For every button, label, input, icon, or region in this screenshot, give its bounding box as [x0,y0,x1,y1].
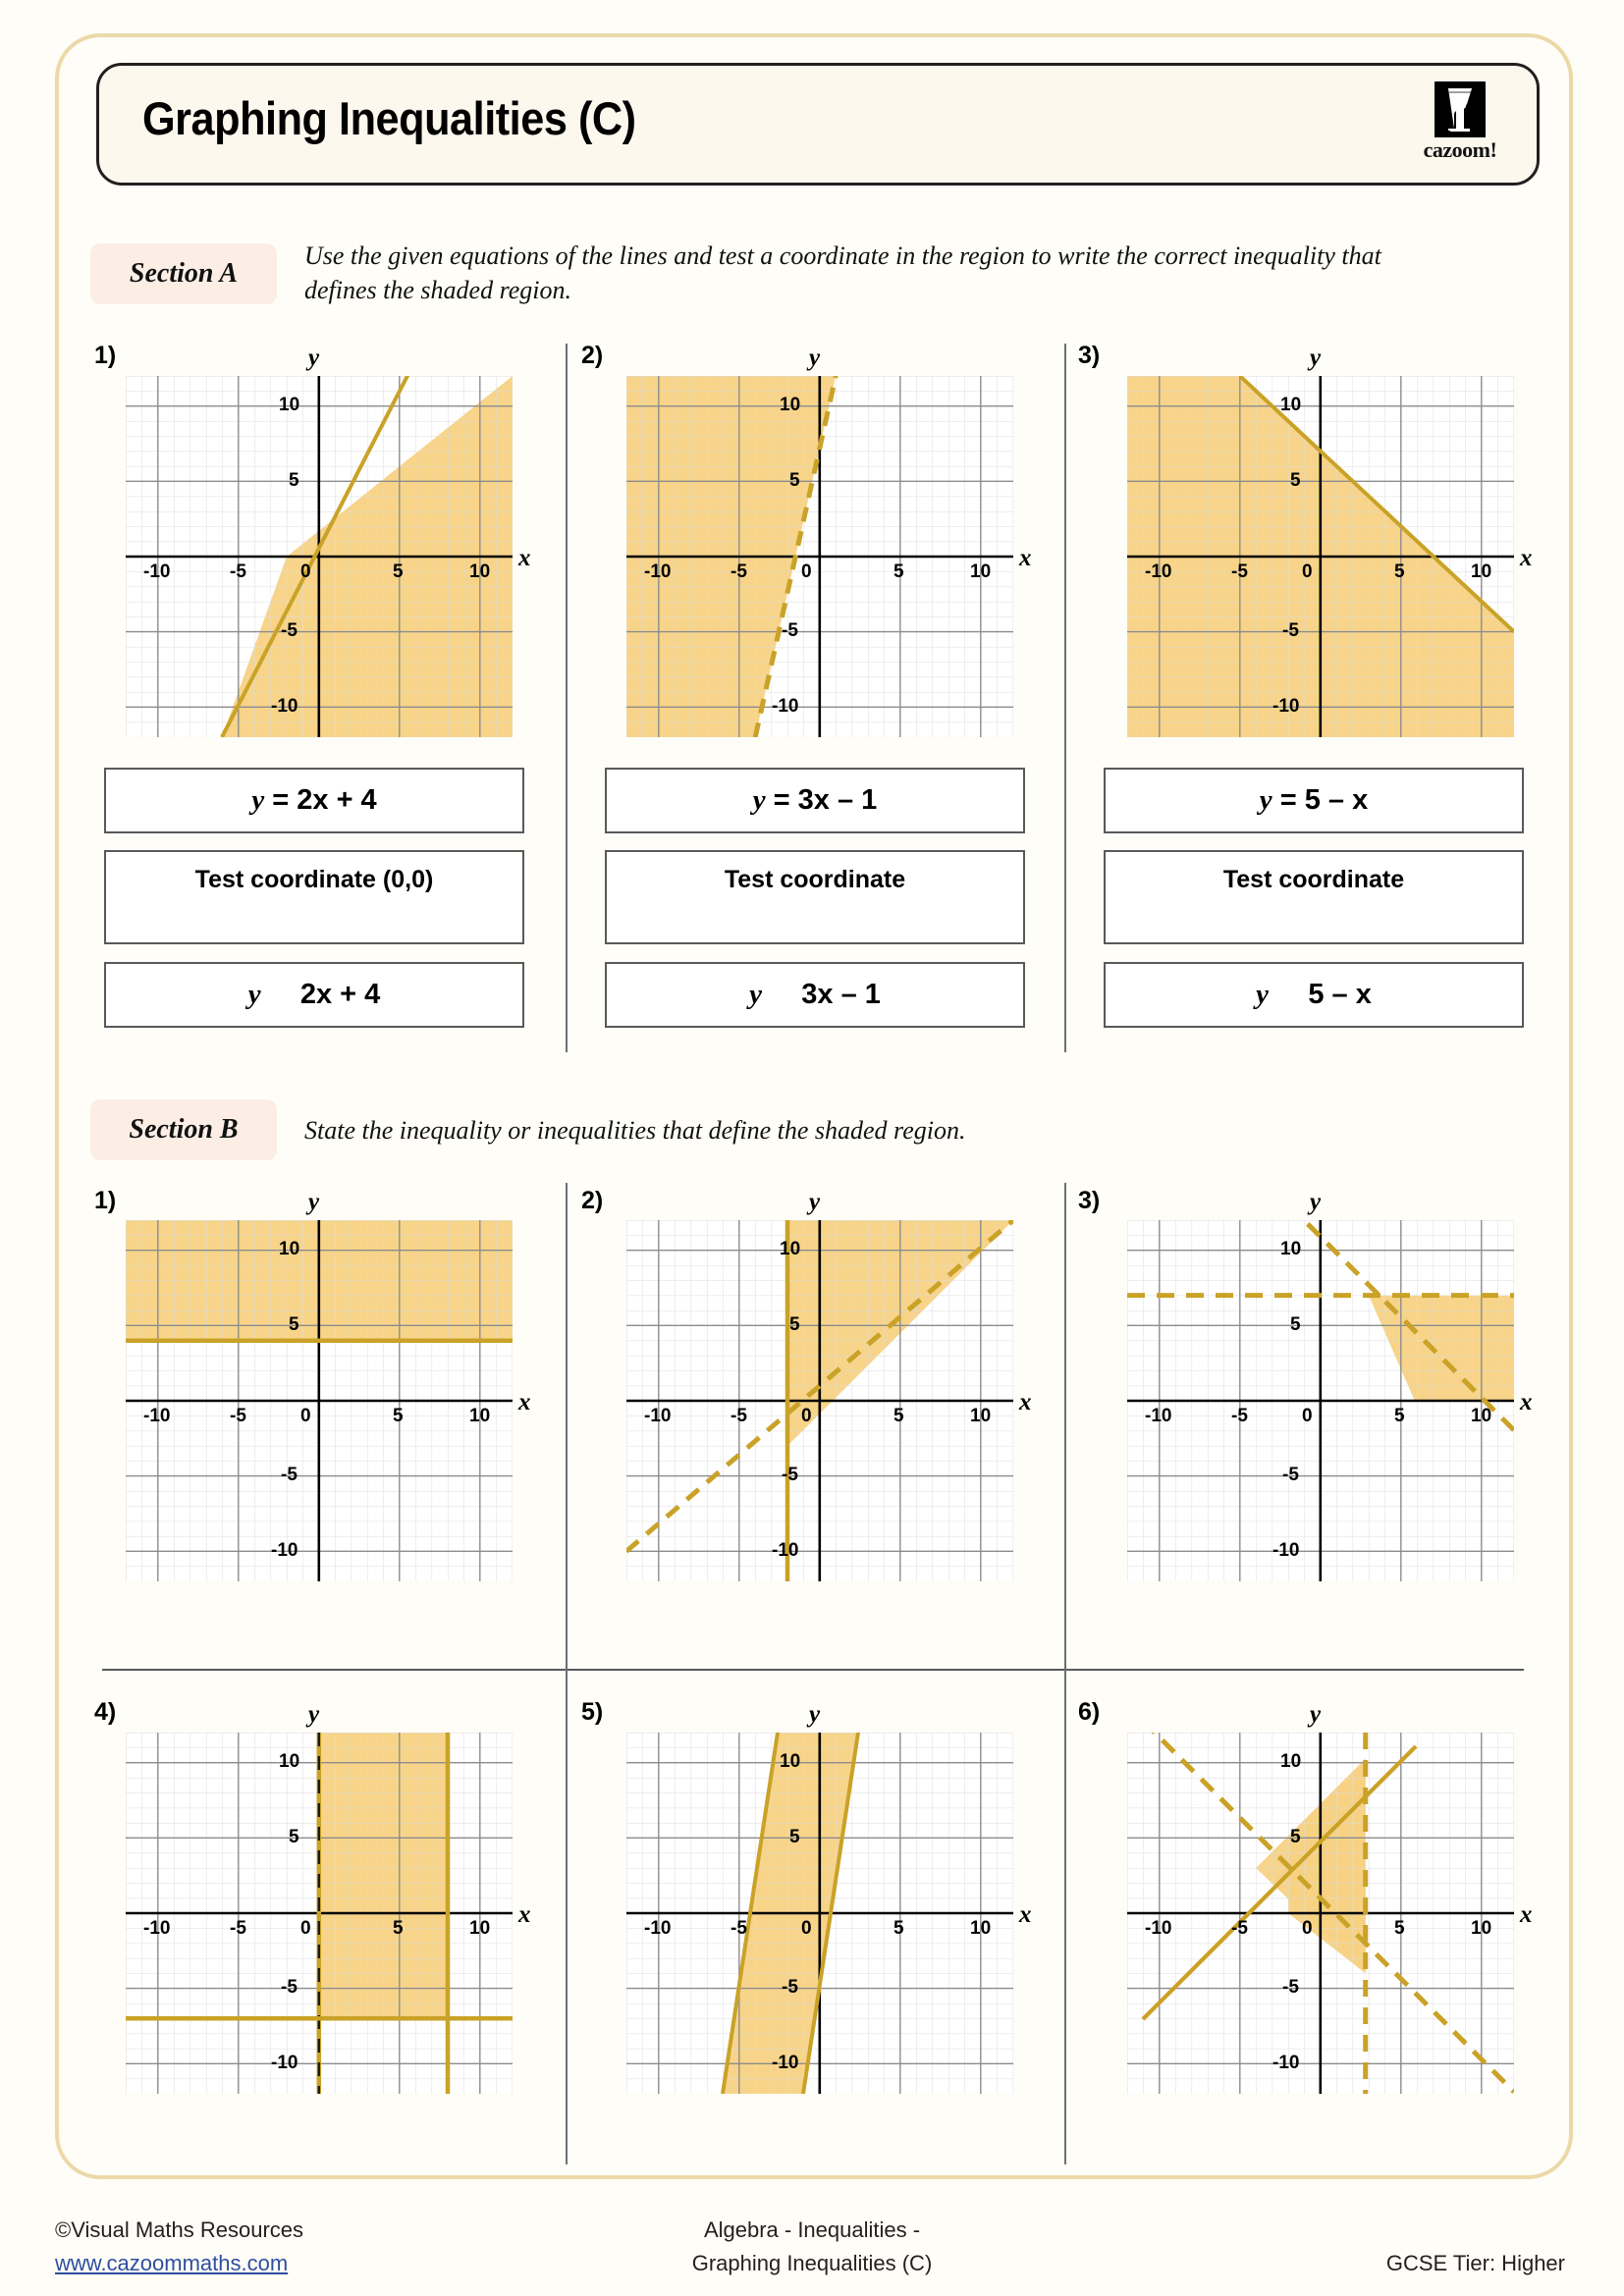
tick-x-10-b4: 10 [469,1918,491,1939]
question-number-b3: 3) [1078,1187,1101,1214]
x-axis-label-a3: x [1520,545,1533,571]
tick-y-neg10-b2: -10 [772,1540,799,1561]
tick-y-5-b2: 5 [789,1314,800,1335]
website-link[interactable]: www.cazoommaths.com [55,2251,289,2275]
tick-x-neg5-b6: -5 [1231,1918,1248,1939]
x-axis-label-b6: x [1520,1901,1533,1928]
tick-y-10-b2: 10 [780,1239,801,1259]
logo-wordmark: cazoom! [1423,137,1497,162]
question-number-b2: 2) [581,1187,604,1214]
y-axis-label-b6: y [1310,1701,1322,1728]
y-axis-label-a1: y [308,345,320,371]
tick-x-zero-a3: 0 [1302,561,1313,582]
section-b-badge [90,1099,277,1160]
tick-x-neg10-b6: -10 [1145,1918,1172,1939]
y-axis-label-b3: y [1310,1189,1322,1215]
tick-y-neg5-a3: -5 [1282,620,1299,641]
tick-x-10-b2: 10 [970,1406,992,1426]
y-axis-label-b1: y [308,1189,320,1215]
test-coordinate-box-a2[interactable] [605,850,1025,944]
tick-x-10-b5: 10 [970,1918,992,1939]
tick-x-neg10-b3: -10 [1145,1406,1172,1426]
graph-b3 [1127,1189,1533,1581]
equation-box-a2 [605,768,1025,833]
section-a-label: Section A [129,258,239,289]
tick-x-neg5-a3: -5 [1231,561,1248,582]
question-number-a1: 1) [94,342,117,369]
x-axis-label-b3: x [1520,1389,1533,1415]
test-coordinate-label-a1: Test coordinate (0,0) [194,866,434,893]
answer-a1: y 2x + 4 [247,979,381,1010]
tick-x-neg5-b3: -5 [1231,1406,1248,1426]
tick-y-10-b4: 10 [279,1751,300,1772]
tick-y-neg10-b6: -10 [1272,2053,1300,2073]
tick-x-zero-a2: 0 [801,561,812,582]
tick-y-5-a1: 5 [289,470,299,491]
tick-x-5-a3: 5 [1394,561,1405,582]
tick-y-5-b3: 5 [1290,1314,1301,1335]
column-divider-a-1 [566,344,568,1052]
tick-x-zero-b3: 0 [1302,1406,1313,1426]
tick-y-5-b5: 5 [789,1827,800,1847]
section-a-badge [90,243,277,304]
tick-y-5-b1: 5 [289,1314,299,1335]
tick-x-zero-b4: 0 [300,1918,311,1939]
tick-y-10-b5: 10 [780,1751,801,1772]
tick-x-5-b5: 5 [893,1918,904,1939]
tick-y-neg10-b3: -10 [1272,1540,1300,1561]
graph-a3 [1127,345,1533,737]
hourglass-icon [1445,86,1475,133]
tick-x-zero-b6: 0 [1302,1918,1313,1939]
tick-y-neg5-b5: -5 [782,1977,798,1998]
graph-b6 [1127,1701,1533,2094]
page-footer [0,2214,1624,2296]
equation-a3: y = 5 – x [1259,784,1369,816]
tick-x-neg10-a3: -10 [1145,561,1172,582]
tick-x-neg5-b1: -5 [230,1406,246,1426]
graph-a2 [626,345,1032,737]
tick-y-neg5-a2: -5 [782,620,798,641]
tick-x-10-a1: 10 [469,561,491,582]
section-b-label: Section B [129,1114,239,1145]
graph-b1 [126,1189,531,1581]
tick-y-neg10-a1: -10 [271,696,298,717]
cazoom-logo [1413,81,1507,176]
tick-y-neg10-a2: -10 [772,696,799,717]
tick-y-neg10-a3: -10 [1272,696,1300,717]
tick-y-10-b1: 10 [279,1239,300,1259]
answer-box-a3[interactable] [1104,962,1524,1028]
tick-y-neg10-b5: -10 [772,2053,799,2073]
x-axis-label-a2: x [1019,545,1032,571]
y-axis-label-b4: y [308,1701,320,1728]
tick-x-10-b3: 10 [1471,1406,1492,1426]
tick-y-neg5-b1: -5 [281,1465,298,1485]
tick-y-5-b4: 5 [289,1827,299,1847]
tick-y-5-a3: 5 [1290,470,1301,491]
tick-x-neg10-b1: -10 [143,1406,171,1426]
x-axis-label-a1: x [518,545,531,571]
section-a-instruction: Use the given equations of the lines and test a coordinate in the region to write the correct inequality that defines the shaded region. [304,241,1381,305]
tick-y-neg5-b4: -5 [281,1977,298,1998]
tick-x-neg10-a1: -10 [143,561,171,582]
tick-y-10-a3: 10 [1280,395,1302,415]
tick-x-10-b6: 10 [1471,1918,1492,1939]
column-divider-b-1 [566,1183,568,2164]
test-coordinate-label-a2: Test coordinate [724,866,906,893]
x-axis-label-b5: x [1019,1901,1032,1928]
x-axis-label-b2: x [1019,1389,1032,1415]
test-coordinate-box-a3[interactable] [1104,850,1524,944]
tick-y-neg5-b3: -5 [1282,1465,1299,1485]
question-number-b4: 4) [94,1698,117,1726]
graph-a1 [126,345,531,737]
tick-x-zero-b5: 0 [801,1918,812,1939]
equation-a1: y = 2x + 4 [251,784,377,816]
tick-y-5-b6: 5 [1290,1827,1301,1847]
tick-x-5-a2: 5 [893,561,904,582]
test-coordinate-box-a1[interactable] [104,850,524,944]
x-axis-label-b1: x [518,1389,531,1415]
tick-x-5-b6: 5 [1394,1918,1405,1939]
tick-x-10-b1: 10 [469,1406,491,1426]
answer-box-a1[interactable] [104,962,524,1028]
tick-x-neg5-b5: -5 [731,1918,747,1939]
footer-center [0,2214,1624,2280]
answer-a2: y 3x – 1 [749,979,881,1010]
tick-x-10-a2: 10 [970,561,992,582]
tick-y-10-b3: 10 [1280,1239,1302,1259]
tick-y-10-a2: 10 [780,395,801,415]
test-coordinate-label-a3: Test coordinate [1222,866,1405,893]
tick-x-zero-b2: 0 [801,1406,812,1426]
tick-y-10-b6: 10 [1280,1751,1302,1772]
tick-x-5-b2: 5 [893,1406,904,1426]
x-axis-label-b4: x [518,1901,531,1928]
tick-x-zero-a1: 0 [300,561,311,582]
y-axis-label-a3: y [1310,345,1322,371]
tick-x-5-b3: 5 [1394,1406,1405,1426]
y-axis-label-b2: y [809,1189,821,1215]
section-b-row-divider [102,1669,1524,1671]
footer-topic-line-2: Graphing Inequalities (C) [691,2251,933,2275]
tick-x-neg5-b4: -5 [230,1918,246,1939]
tick-x-zero-b1: 0 [300,1406,311,1426]
y-axis-label-a2: y [809,345,821,371]
column-divider-b-2 [1064,1183,1066,2164]
tick-x-5-b1: 5 [393,1406,404,1426]
footer-tier: GCSE Tier: Higher [1385,2251,1565,2275]
tick-x-neg10-b5: -10 [644,1918,672,1939]
tick-x-10-a3: 10 [1471,561,1492,582]
column-divider-a-2 [1064,344,1066,1052]
copyright-text: ©Visual Maths Resources [55,2217,304,2242]
tick-x-neg10-a2: -10 [644,561,672,582]
tick-x-neg5-a2: -5 [731,561,747,582]
tick-x-5-b4: 5 [393,1918,404,1939]
graph-b4 [126,1701,531,2094]
answer-a3: y 5 – x [1256,979,1372,1010]
y-axis-label-b5: y [809,1701,821,1728]
tick-x-neg10-b2: -10 [644,1406,672,1426]
question-number-b5: 5) [581,1698,604,1726]
tick-y-neg5-a1: -5 [281,620,298,641]
tick-y-neg5-b2: -5 [782,1465,798,1485]
tick-y-10-a1: 10 [279,395,300,415]
tick-y-5-a2: 5 [789,470,800,491]
question-number-a2: 2) [581,342,604,369]
graph-b2 [626,1189,1032,1581]
question-number-b1: 1) [94,1187,117,1214]
tick-x-5-a1: 5 [393,561,404,582]
title-banner [96,63,1540,186]
footer-topic-line-1: Algebra - Inequalities - [703,2217,921,2242]
question-number-a3: 3) [1078,342,1101,369]
tick-x-neg5-a1: -5 [230,561,246,582]
equation-box-a3 [1104,768,1524,833]
page-title: Graphing Inequalities (C) [142,92,636,144]
question-number-b6: 6) [1078,1698,1101,1726]
tick-y-neg5-b6: -5 [1282,1977,1299,1998]
section-b-instruction: State the inequality or inequalities that define the shaded region. [304,1116,966,1145]
answer-box-a2[interactable] [605,962,1025,1028]
tick-x-neg5-b2: -5 [731,1406,747,1426]
equation-a2: y = 3x – 1 [752,784,878,816]
tick-x-neg10-b4: -10 [143,1918,171,1939]
graph-b5 [626,1701,1032,2094]
tick-y-neg10-b4: -10 [271,2053,298,2073]
tick-y-neg10-b1: -10 [271,1540,298,1561]
equation-box-a1 [104,768,524,833]
